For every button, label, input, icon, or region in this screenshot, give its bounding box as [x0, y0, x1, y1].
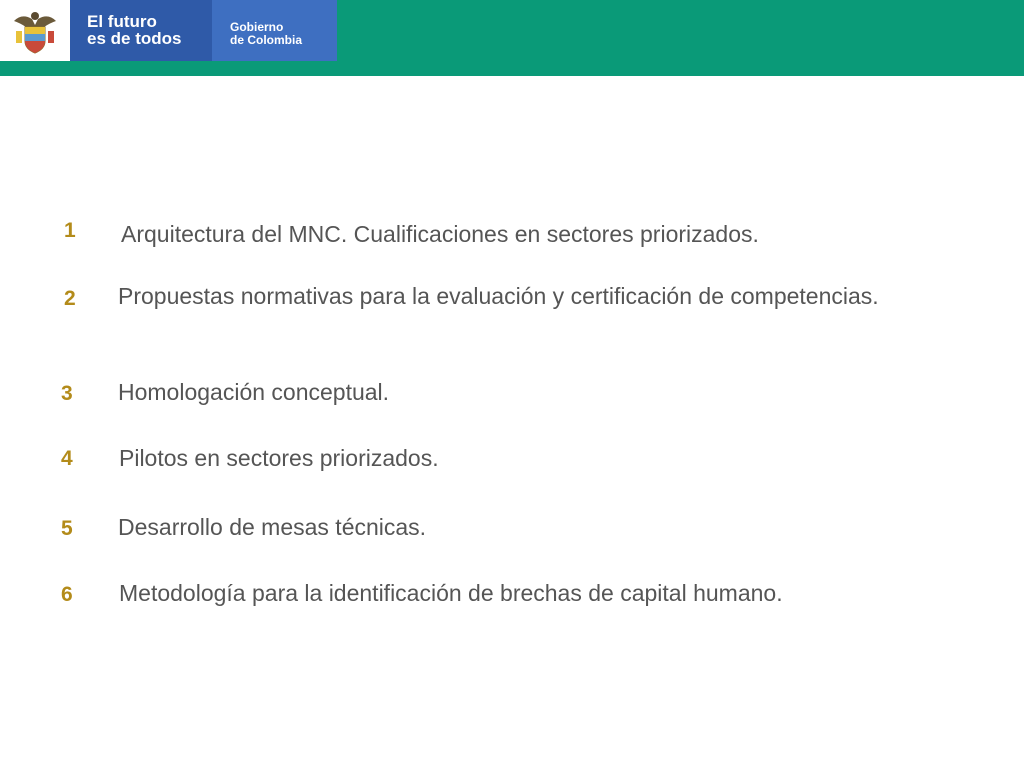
item-text-6: Metodología para la identificación de brechas de capital humano. [119, 580, 783, 606]
item-text-3: Homologación conceptual. [118, 379, 390, 405]
brand-line-2: es de todos [87, 29, 182, 48]
item-number-3: 3 [61, 382, 73, 405]
gov-line-2: de Colombia [230, 33, 303, 47]
item-number-6: 6 [61, 583, 73, 606]
government-logo-block [0, 0, 337, 61]
item-number-5: 5 [61, 517, 73, 540]
item-text-1: Arquitectura del MNC. Cualificaciones en sectores priorizados. [121, 221, 759, 247]
item-text-5: Desarrollo de mesas técnicas. [118, 514, 427, 540]
item-text-4: Pilotos en sectores priorizados. [119, 445, 439, 471]
coat-of-arms-icon [0, 0, 70, 61]
brand-el-futuro [70, 0, 212, 61]
header-band [0, 0, 1024, 224]
slide-title [440, 0, 990, 304]
item-number-1: 1 [64, 219, 76, 242]
title-line-1: AVANCES COORDINACIÓN [539, 80, 890, 110]
item-text-2: Propuestas normativas para la evaluación y certificación de competencias. [118, 283, 879, 309]
item-number-4: 4 [61, 447, 73, 470]
brand-line-1: El futuro [87, 12, 157, 31]
brand-gobierno [212, 0, 337, 61]
title-line-2: INTERINSTITUCIONNAL A 2017 [510, 194, 920, 224]
gov-line-1: Gobierno [230, 20, 284, 34]
item-number-2: 2 [64, 287, 76, 310]
